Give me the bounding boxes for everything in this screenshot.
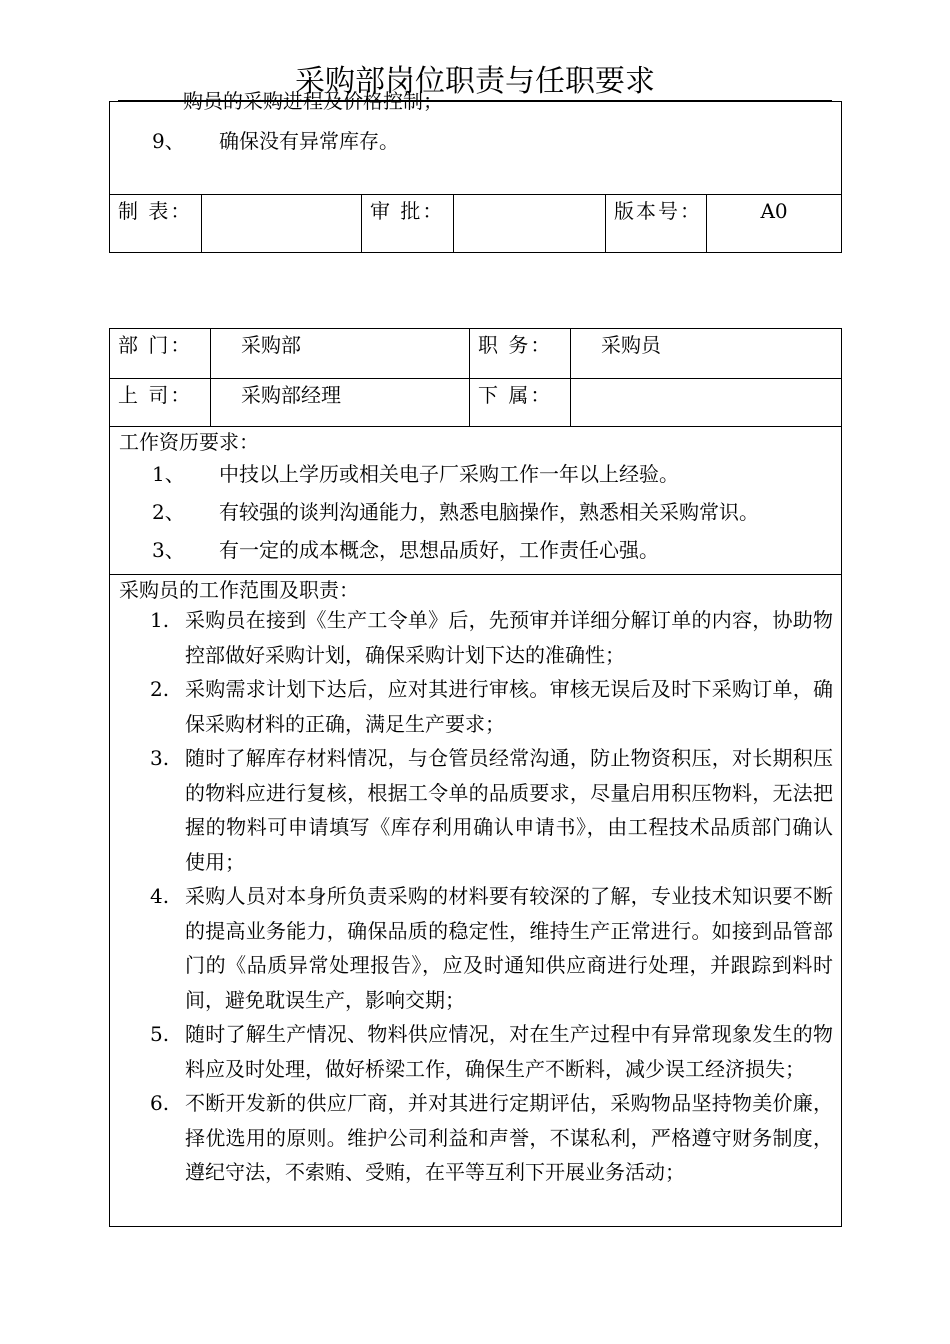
requirement-number: 2、 xyxy=(152,500,185,524)
duty-item xyxy=(110,879,841,1017)
prepared-by-value xyxy=(202,195,362,253)
page-title: 采购部岗位职责与任职要求 xyxy=(295,64,655,99)
duty-item xyxy=(110,741,841,879)
item-text: 确保没有异常库存。 xyxy=(219,129,399,153)
duty-item xyxy=(110,603,841,672)
list-item xyxy=(110,122,841,160)
job-description-table xyxy=(109,328,842,1227)
continuation-line: 购员的采购进程及价格控制； xyxy=(183,89,443,113)
requirements-title: 工作资历要求： xyxy=(119,430,259,454)
duty-text: 采购员在接到《生产工令单》后，先预审并详细分解订单的内容，协助物控部做好采购计划，确保采购计划下达的准确性； xyxy=(185,608,833,667)
subordinate-label: 下 属： xyxy=(470,379,571,427)
requirement-text: 有较强的谈判沟通能力，熟悉电脑操作，熟悉相关采购常识。 xyxy=(219,500,759,524)
duties-section xyxy=(110,575,842,1227)
prepared-by-label: 制 表： xyxy=(110,195,202,253)
duty-number: 5. xyxy=(150,1022,170,1046)
duties-title: 采购员的工作范围及职责： xyxy=(119,578,359,602)
requirement-item xyxy=(110,493,841,531)
version-label: 版本号： xyxy=(606,195,707,253)
continuation-cell xyxy=(110,89,842,195)
version-value: A0 xyxy=(707,195,842,253)
requirement-text: 中技以上学历或相关电子厂采购工作一年以上经验。 xyxy=(219,462,679,486)
duty-item xyxy=(110,1017,841,1086)
requirement-number: 3、 xyxy=(152,538,185,562)
requirement-item xyxy=(110,531,841,569)
duty-text: 随时了解生产情况、物料供应情况，对在生产过程中有异常现象发生的物料应及时处理，做好桥梁工作，确保生产不断料，减少误工经济损失； xyxy=(185,1022,833,1081)
department-label: 部 门： xyxy=(110,329,211,379)
requirement-text: 有一定的成本概念，思想品质好，工作责任心强。 xyxy=(219,538,659,562)
requirement-number: 1、 xyxy=(152,462,185,486)
duty-item xyxy=(110,672,841,741)
duty-number: 3. xyxy=(150,746,170,770)
subordinate-value xyxy=(571,379,842,427)
position-value: 采购员 xyxy=(571,329,842,379)
duty-text: 不断开发新的供应厂商，并对其进行定期评估，采购物品坚持物美价廉，择优选用的原则。维护公司利益和声誉，不谋私利，严格遵守财务制度，遵纪守法，不索贿、受贿，在平等互利下开展业务活动； xyxy=(185,1091,833,1184)
duty-number: 2. xyxy=(150,677,170,701)
requirements-section xyxy=(110,427,842,575)
approved-by-label: 审 批： xyxy=(362,195,454,253)
superior-label: 上 司： xyxy=(110,379,211,427)
approved-by-value xyxy=(454,195,606,253)
duty-number: 6. xyxy=(150,1091,170,1115)
item-number: 9、 xyxy=(152,129,185,153)
requirement-item xyxy=(110,455,841,493)
department-value: 采购部 xyxy=(211,329,470,379)
duty-number: 4. xyxy=(150,884,170,908)
superior-value: 采购部经理 xyxy=(211,379,470,427)
duty-text: 随时了解库存材料情况，与仓管员经常沟通，防止物资积压，对长期积压的物料应进行复核，根据工令单的品质要求，尽量启用积压物料，无法把握的物料可申请填写《库存利用确认申请书》，由工程技术品质部门确认使用； xyxy=(185,746,833,874)
duty-item xyxy=(110,1086,841,1190)
duty-text: 采购需求计划下达后，应对其进行审核。审核无误后及时下采购订单，确保采购材料的正确，满足生产要求； xyxy=(185,677,833,736)
duty-text: 采购人员对本身所负责采购的材料要有较深的了解，专业技术知识要不断的提高业务能力，确保品质的稳定性，维持生产正常进行。如接到品管部门的《品质异常处理报告》，应及时通知供应商进行处理，并跟踪到料时间，避免耽误生产，影响交期； xyxy=(185,884,833,1012)
position-label: 职 务： xyxy=(470,329,571,379)
duty-number: 1. xyxy=(150,608,170,632)
continuation-table xyxy=(109,89,842,253)
